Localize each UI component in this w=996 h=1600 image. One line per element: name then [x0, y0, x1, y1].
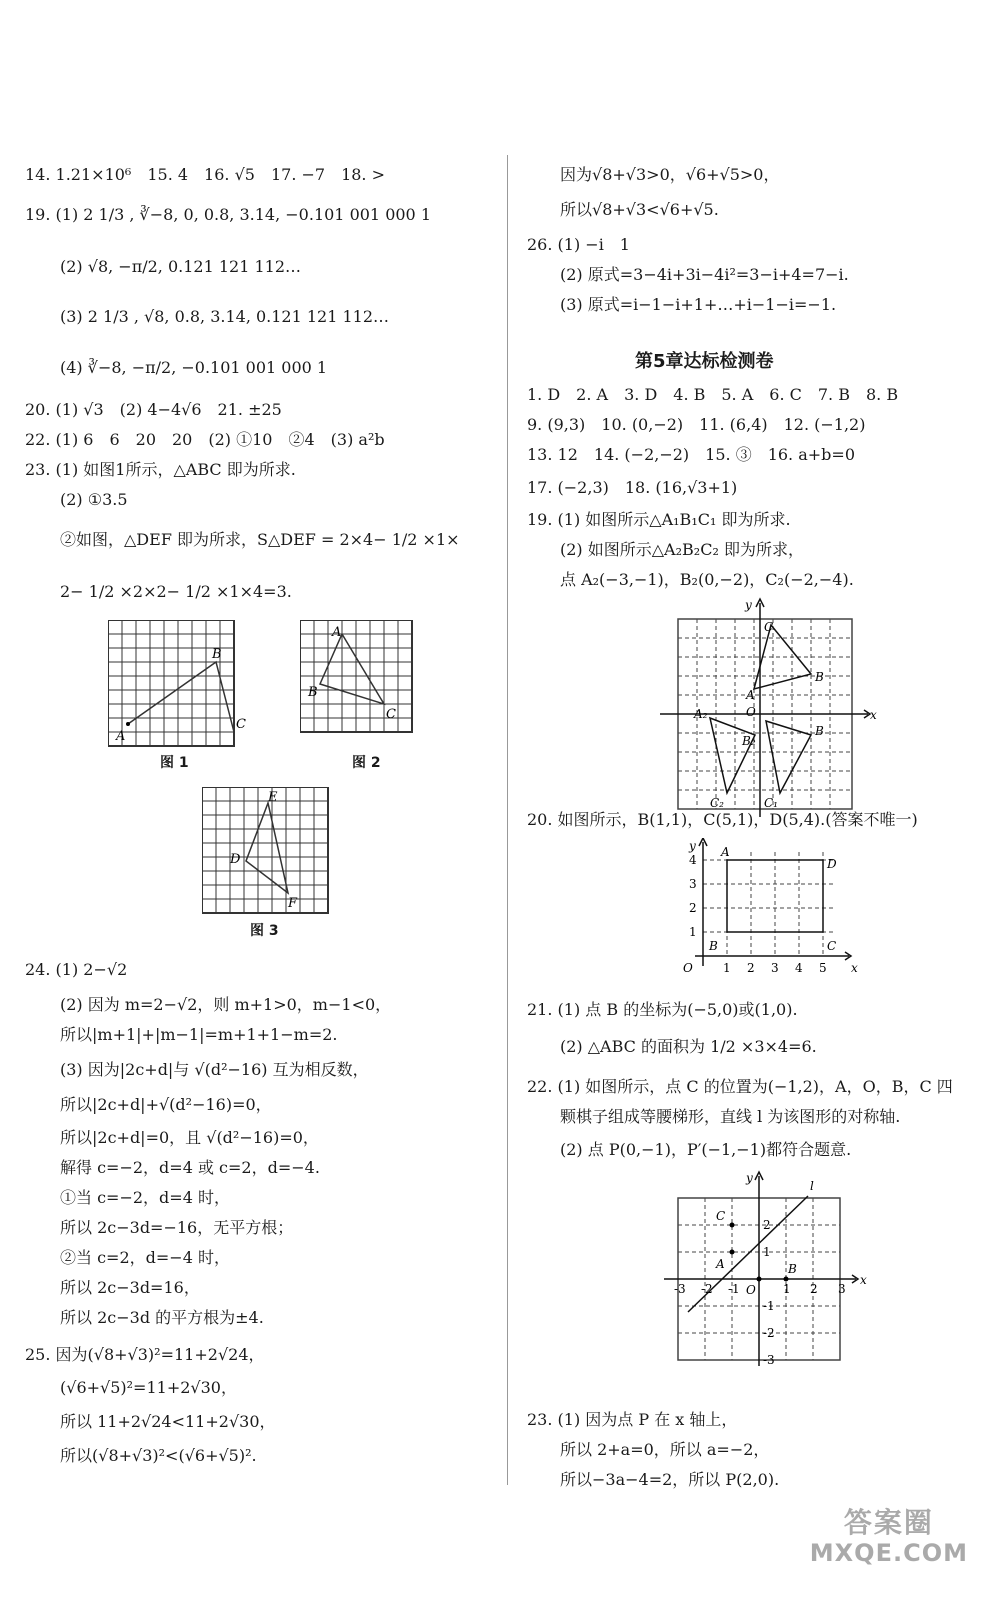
vertex-label: D — [827, 857, 837, 871]
vertex-label: C — [236, 717, 246, 732]
figure-3-grid — [202, 787, 332, 926]
tick-label: 2 — [747, 961, 755, 975]
answer-line: 2− 1/2 ×2×2− 1/2 ×1×4=3. — [60, 582, 292, 601]
answer-line: (3) 原式=i−1−i+1+…+i−1−i=−1. — [560, 295, 837, 314]
answer-line: 19. (1) 2 1/3 , ∛−8, 0, 0.8, 3.14, −0.101 001 000 1 — [25, 205, 431, 224]
answer-line: (2) △ABC 的面积为 1/2 ×3×4=6. — [560, 1037, 817, 1056]
tick-label: 3 — [689, 877, 697, 891]
vertex-label: B — [815, 724, 824, 738]
tick-label: 2 — [810, 1282, 818, 1296]
answer-line: 所以|2c+d|+√(d²−16)=0， — [60, 1095, 272, 1114]
tick-label: -3 — [674, 1282, 686, 1296]
vertex-label: C₁ — [764, 796, 778, 810]
vertex-label: B — [815, 670, 824, 684]
vertex-label: A — [716, 1257, 725, 1271]
answer-line: (3) 因为|2c+d|与 √(d²−16) 互为相反数， — [60, 1060, 369, 1079]
answer-line: ②如图，△DEF 即为所求，S△DEF = 2×4− 1/2 ×1× — [60, 530, 460, 549]
tick-label: -1 — [763, 1299, 775, 1313]
tick-label: -2 — [763, 1326, 775, 1340]
vertex-label: A — [721, 845, 730, 859]
tick-label: 3 — [771, 961, 779, 975]
tick-label: 2 — [689, 901, 697, 915]
answer-line: (√6+√5)²=11+2√30， — [60, 1378, 237, 1397]
vertex-label: C — [716, 1209, 726, 1223]
answer-line: ①当 c=−2，d=4 时， — [60, 1188, 230, 1207]
answer-line: (3) 2 1/3 , √8, 0.8, 3.14, 0.121 121 112… — [60, 307, 390, 326]
vertex-label: B — [788, 1262, 797, 1276]
axis-label: x — [860, 1273, 867, 1287]
tick-label: 1 — [723, 961, 731, 975]
watermark-logo — [810, 1508, 968, 1568]
vertex-label: D — [230, 852, 241, 867]
axis-label: y — [689, 839, 696, 853]
vertex-label: B — [308, 685, 318, 700]
tick-label: -2 — [701, 1282, 713, 1296]
tick-label: 3 — [838, 1282, 846, 1296]
axis-label: y — [745, 598, 752, 612]
answer-line: 19. (1) 如图所示△A₁B₁C₁ 即为所求. — [527, 510, 791, 529]
answer-line: ②当 c=2，d=−4 时， — [60, 1248, 230, 1267]
vertex-label: A — [332, 625, 342, 640]
tick-label: 1 — [783, 1282, 791, 1296]
answer-line: (2) 因为 m=2−√2，则 m+1>0，m−1<0， — [60, 995, 392, 1014]
answer-line: 1. D 2. A 3. D 4. B 5. A 6. C 7. B 8. B — [527, 385, 899, 404]
coordinate-figure-20 — [665, 838, 865, 997]
figure-caption: 图 3 — [250, 923, 279, 939]
tick-label: 5 — [819, 961, 827, 975]
vertex-label: C — [764, 620, 774, 634]
answer-line: 因为√8+√3>0，√6+√5>0， — [560, 165, 780, 184]
answer-line: 17. (−2,3) 18. (16,√3+1) — [527, 478, 738, 497]
answer-line: (2) √8, −π/2, 0.121 121 112… — [60, 257, 302, 276]
line-label: l — [810, 1179, 814, 1193]
answer-line: 24. (1) 2−√2 — [25, 960, 128, 979]
origin-label: O — [746, 1283, 756, 1297]
vertex-label: F — [288, 896, 298, 911]
vertex-label: A — [116, 729, 126, 744]
column-divider — [507, 155, 508, 1485]
tick-label: 4 — [689, 853, 697, 867]
axis-label: y — [746, 1171, 753, 1185]
vertex-label: E — [268, 790, 278, 805]
answer-line: 20. 如图所示，B(1,1)，C(5,1)，D(5,4).(答案不唯一) — [527, 810, 918, 829]
answer-line: (2) 原式=3−4i+3i−4i²=3−i+4=7−i. — [560, 265, 849, 284]
answer-line: 所以|2c+d|=0，且 √(d²−16)=0， — [60, 1128, 319, 1147]
answer-line: 所以 2c−3d=−16，无平方根； — [60, 1218, 294, 1237]
vertex-label: B — [709, 939, 718, 953]
vertex-label: C₂ — [710, 796, 724, 810]
answer-line: (2) ①3.5 — [60, 490, 128, 509]
answer-line: 13. 12 14. (−2,−2) 15. ③ 16. a+b=0 — [527, 445, 856, 464]
vertex-label: A — [746, 688, 755, 702]
figure-caption: 图 1 — [160, 755, 189, 771]
answer-line: 20. (1) √3 (2) 4−4√6 21. ±25 — [25, 400, 282, 419]
tick-label: 1 — [763, 1245, 771, 1259]
answer-line: 23. (1) 如图1所示，△ABC 即为所求. — [25, 460, 296, 479]
tick-label: 4 — [795, 961, 803, 975]
tick-label: 1 — [689, 925, 697, 939]
answer-line: (4) ∛−8, −π/2, −0.101 001 000 1 — [60, 358, 328, 377]
vertex-label: A₂ — [694, 707, 708, 721]
answer-line: 25. 因为(√8+√3)²=11+2√24， — [25, 1345, 265, 1364]
tick-label: -1 — [728, 1282, 740, 1296]
vertex-label: C — [386, 707, 396, 722]
section-heading: 第5章达标检测卷 — [635, 351, 774, 372]
answer-line: 颗棋子组成等腰梯形，直线 l 为该图形的对称轴. — [560, 1107, 901, 1126]
answer-line: 所以√8+√3<√6+√5. — [560, 200, 719, 219]
vertex-label: O — [746, 705, 756, 719]
answer-line: 所以 2+a=0，所以 a=−2， — [560, 1440, 770, 1459]
answer-line: 21. (1) 点 B 的坐标为(−5,0)或(1,0). — [527, 1000, 798, 1019]
axis-label: x — [870, 708, 877, 722]
answer-line: 9. (9,3) 10. (0,−2) 11. (6,4) 12. (−1,2) — [527, 415, 866, 434]
origin-label: O — [683, 961, 693, 975]
vertex-label: B₂ — [742, 734, 756, 748]
answer-line: (2) 如图所示△A₂B₂C₂ 即为所求， — [560, 540, 804, 559]
figure-2-grid — [300, 620, 430, 754]
figure-1-grid — [108, 620, 258, 754]
answer-line: 23. (1) 因为点 P 在 x 轴上， — [527, 1410, 738, 1429]
answer-line: 所以|m+1|+|m−1|=m+1+1−m=2. — [60, 1025, 338, 1044]
answer-line: 解得 c=−2，d=4 或 c=2，d=−4. — [60, 1158, 320, 1177]
answer-line: (2) 点 P(0,−1)，P′(−1,−1)都符合题意. — [560, 1140, 852, 1159]
watermark-url: MXQE.COM — [809, 1539, 968, 1567]
answer-line: 点 A₂(−3,−1)，B₂(0,−2)，C₂(−2,−4). — [560, 570, 854, 589]
tick-label: 2 — [763, 1218, 771, 1232]
tick-label: -3 — [763, 1353, 775, 1367]
watermark-text: 答案圈 — [843, 1506, 934, 1539]
answer-line: 26. (1) −i 1 — [527, 235, 630, 254]
axis-label: x — [851, 961, 858, 975]
coordinate-figure-19 — [660, 595, 880, 829]
coordinate-figure-22 — [660, 1170, 875, 1374]
vertex-label: C — [827, 939, 837, 953]
vertex-label: B — [212, 647, 222, 662]
answer-line: 所以 2c−3d 的平方根为±4. — [60, 1308, 264, 1327]
figure-caption: 图 2 — [352, 755, 381, 771]
answer-line: 14. 1.21×10⁶ 15. 4 16. √5 17. −7 18. > — [25, 165, 386, 184]
answer-line: 所以(√8+√3)²<(√6+√5)². — [60, 1446, 257, 1465]
answer-line: 22. (1) 6 6 20 20 (2) ①10 ②4 (3) a²b — [25, 430, 385, 449]
answer-line: 所以 11+2√24<11+2√30， — [60, 1412, 276, 1431]
answer-line: 所以 2c−3d=16， — [60, 1278, 200, 1297]
answer-line: 所以−3a−4=2，所以 P(2,0). — [560, 1470, 780, 1489]
answer-line: 22. (1) 如图所示，点 C 的位置为(−1,2)，A，O，B，C 四 — [527, 1077, 953, 1096]
